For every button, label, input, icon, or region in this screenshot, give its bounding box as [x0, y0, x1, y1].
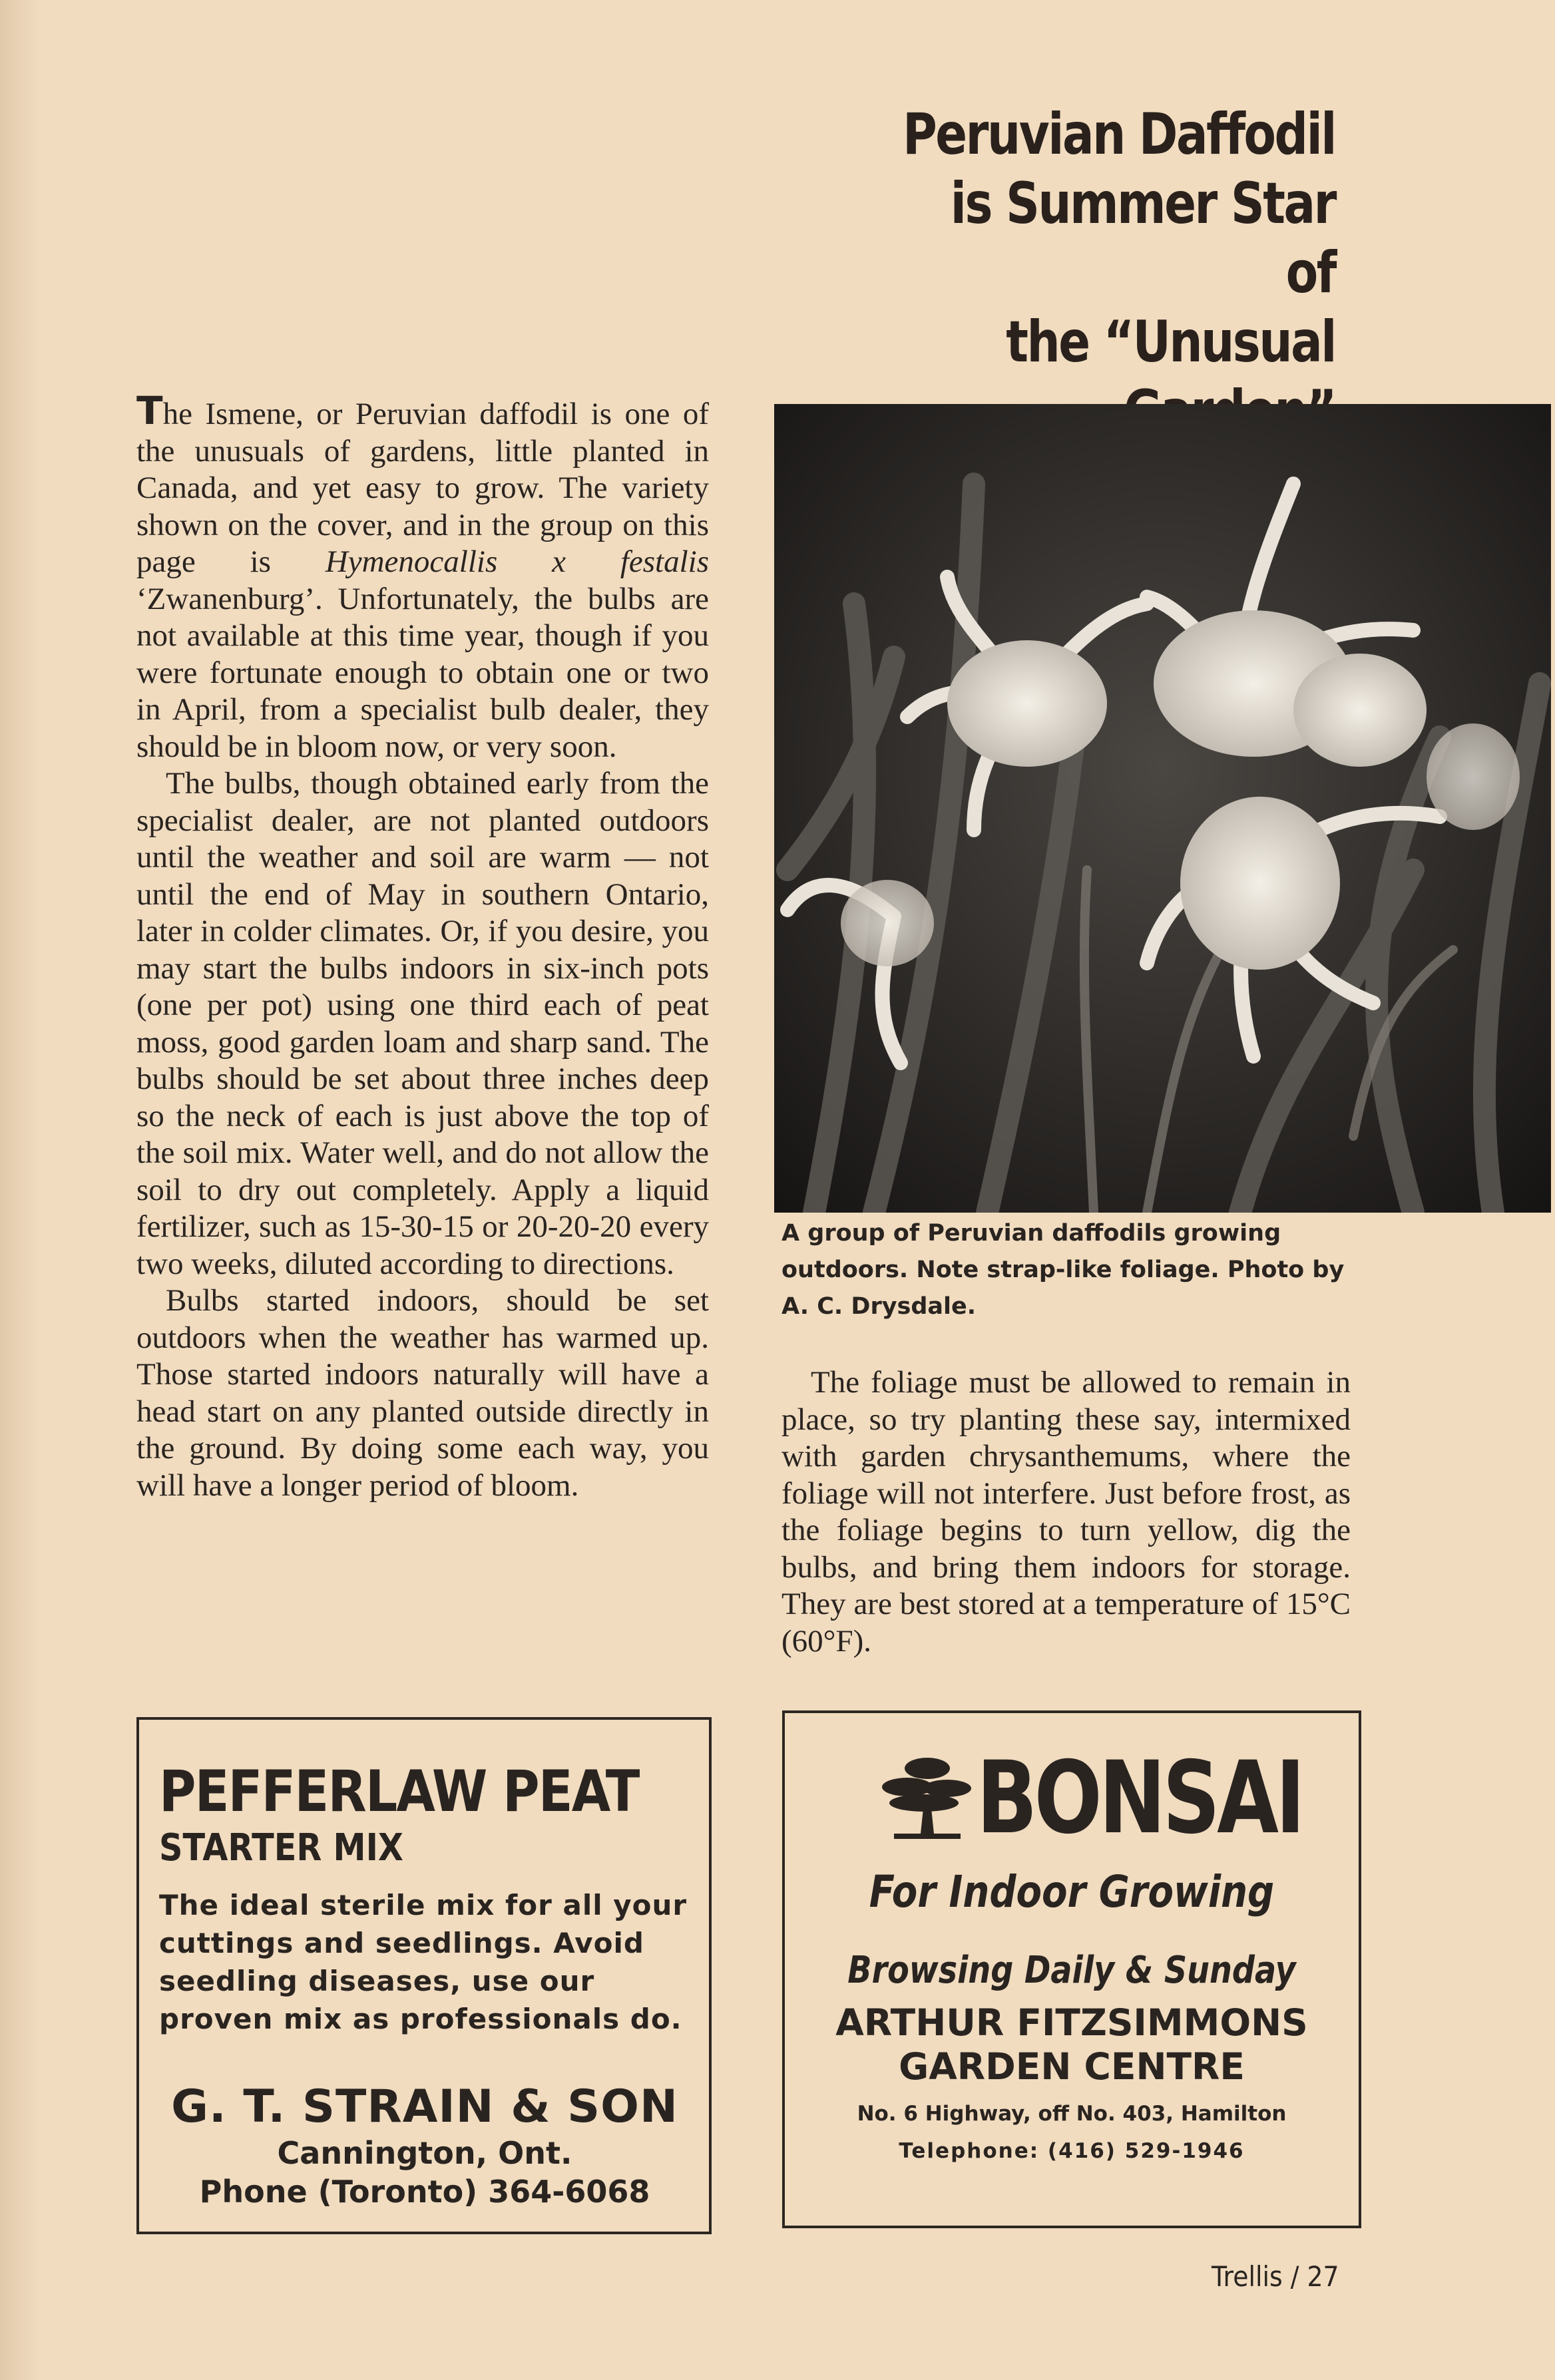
paragraph-1-text-a: he Ismene, or Peruvian daffodil is one of the unusuals of gardens, little planted in Canada, and yet easy to grow. The variety shown on the cover, and in the group on this page is	[136, 397, 709, 579]
daffodil-photo	[774, 404, 1551, 1213]
bonsai-tree-icon	[881, 1748, 974, 1848]
ad-bonsai-telephone: Telephone: (416) 529-1946	[899, 2139, 1245, 2163]
ad-peat-body: The ideal sterile mix for all your cuttings and seedlings. Avoid seedling diseases, use our proven mix as professionals do.	[159, 1889, 688, 2035]
botanical-name: Hymenocallis x festalis	[325, 544, 709, 579]
page-footer: Trellis / 27	[1212, 2260, 1339, 2293]
bonsai-heading-row	[785, 1740, 1359, 1857]
title-line-4: the “Unusual	[1006, 309, 1335, 375]
ad-peat-location: Cannington, Ont.	[277, 2135, 572, 2171]
title-line-3: of	[1285, 240, 1335, 306]
bonsai-ad	[782, 1710, 1361, 2228]
paragraph-4: The foliage must be allowed to remain in place, so try planting these say, intermixed with garden chrysanthemums, where the foliage will not interfere. Just before frost, as the foliage begins to turn yellow, dig the bulbs, and bring them indoors for storage. They are best stored at a temperature of 15°C (60°F).	[781, 1365, 1351, 1659]
photo-caption: A group of Peruvian daffodils growing outdoors. Note strap-like foliage. Photo by A. C. Drysdale.	[781, 1220, 1345, 1320]
ad-bonsai-heading: BONSAI	[977, 1740, 1303, 1856]
ad-peat-subheading: STARTER MIX	[159, 1826, 403, 1870]
ad-bonsai-company-line-2: GARDEN CENTRE	[899, 2045, 1245, 2088]
ad-bonsai-company-line-1: ARTHUR FITZSIMMONS	[835, 2001, 1308, 2044]
article-title	[789, 100, 1335, 446]
ad-peat-company: G. T. STRAIN & SON	[171, 2081, 678, 2133]
article-right-column	[781, 1364, 1351, 1660]
title-line-1: Peruvian Daffodil	[903, 101, 1335, 168]
ad-peat-heading: PEFFERLAW PEAT	[159, 1758, 639, 1825]
ad-bonsai-address: No. 6 Highway, off No. 403, Hamilton	[857, 2102, 1287, 2126]
ad-bonsai-browsing: Browsing Daily & Sunday	[847, 1949, 1296, 1992]
paragraph-2: The bulbs, though obtained early from the specialist dealer, are not planted outdoors until the weather and soil are warm — not until the end of May in southern Ontario, later in colder climates. Or, if you desire, you may start the bulbs indoors in six-inch pots (one per pot) using one third each of peat moss, good garden loam and sharp sand. The bulbs should be set about three inches deep so the neck of each is just above the top of the soil mix. Water well, and do not allow the soil to dry out completely. Apply a liquid fertilizer, such as 15-30-15 or 20-20-20 every two weeks, diluted according to directions.	[136, 766, 709, 1281]
article-left-column	[136, 388, 709, 1504]
paragraph-1-text-b: ‘Zwanenburg’. Unfortunately, the bulbs are not available at this time year, though if you were fortunate enough to obtain one or two in April, from a specialist bulb dealer, they should be in bloom now, or very soon.	[136, 581, 709, 764]
flower-photo-illustration	[774, 404, 1551, 1213]
ad-bonsai-subheading: For Indoor Growing	[869, 1866, 1275, 1917]
paragraph-3: Bulbs started indoors, should be set outdoors when the weather has warmed up. Those started indoors naturally will have a head start on any planted outside directly in the ground. By doing some each way, you will have a longer period of bloom.	[136, 1283, 709, 1503]
paragraph-1	[136, 388, 709, 765]
drop-cap: T	[136, 388, 163, 433]
ad-peat-phone: Phone (Toronto) 364-6068	[199, 2174, 650, 2210]
page-edge-shadow	[0, 0, 40, 2380]
pefferlaw-peat-ad	[136, 1717, 712, 2234]
title-line-2: is Summer Star	[950, 170, 1335, 237]
